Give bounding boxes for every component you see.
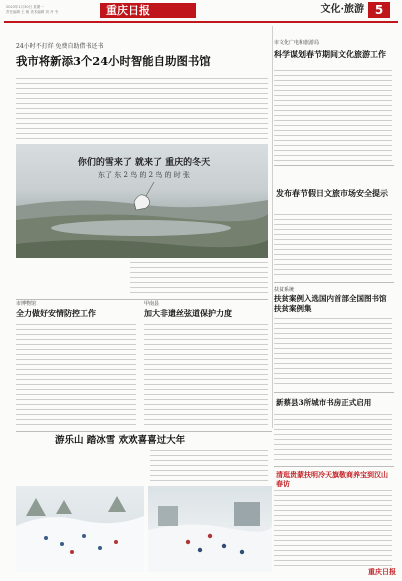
corner-watermark: 重庆日报 (368, 567, 396, 576)
divider (274, 165, 394, 166)
snow-scene-right (148, 486, 272, 572)
poverty-kicker: 扶贫系统 (274, 287, 295, 293)
feature-body-text (150, 450, 268, 482)
heritage-kicker: 甲南县 (144, 301, 160, 307)
lead-body-text (16, 78, 268, 140)
heritage-body-text (144, 324, 268, 428)
books-headline: 新蔡县3所城市书房正式启用 (276, 398, 372, 407)
heritage-headline: 加大非遗丝弦道保护力度 (144, 308, 232, 318)
books-body-text (274, 414, 392, 462)
divider (16, 299, 268, 300)
page-number: 5 (368, 2, 390, 18)
poverty-headline: 扶贫案例入选国内首部全国图书馆扶贫案例集 (274, 294, 387, 313)
heritage-article (144, 301, 270, 318)
right-top-headline: 科学谋划春节期间文化旅游工作 (274, 49, 386, 59)
museum-kicker: 市博物馆 (16, 301, 37, 307)
right-top-article (274, 40, 392, 59)
photo-inset-line: 东了 东 2 鸟 的 2 鸟 的 时 张 (98, 171, 190, 179)
snow-park-photo-right (148, 486, 272, 572)
feature-headline: 游乐山 踏冰雪 欢欢喜喜过大年 (55, 435, 186, 446)
divider (16, 431, 272, 432)
divider (274, 466, 394, 467)
feature-photo-landscape (16, 144, 268, 258)
right-mid-headline: 发布春节假日文旅市场安全提示 (276, 188, 388, 198)
lead-article (16, 43, 274, 69)
divider (274, 392, 394, 393)
right-top-body-text (274, 70, 392, 162)
museum-headline: 全力做好安情防控工作 (16, 308, 96, 318)
photo-caption: 你们的雪来了 就来了 重庆的冬天 (77, 158, 211, 168)
section-title: 文化·旅游 (320, 4, 364, 15)
snow-scene-left (16, 486, 144, 572)
right-bottom-body-text (274, 490, 392, 566)
right-bottom-headline: 清逛贵蒙扶明冷天旗敬商养宝到汉山春访 (276, 470, 388, 488)
masthead-logo-text: 重庆日报 (106, 4, 150, 17)
date-line: 2023年1月30日 星期一 (6, 5, 44, 9)
lead-kicker: 24小时不打烊 免费自助借书还书 (16, 43, 104, 50)
snow-park-photo-left (16, 486, 144, 572)
editor-line: 责任编辑 王 敏 美术编辑 刘 丹 韦 (6, 10, 59, 14)
photo-caption-text (130, 262, 268, 296)
masthead-rule (4, 21, 398, 23)
right-top-kicker: 市文化广电和旅游局 (274, 40, 320, 46)
right-mid-body-text (274, 214, 392, 278)
masthead-logo (100, 3, 196, 18)
poverty-body-text (274, 318, 392, 388)
column-divider (272, 26, 273, 428)
poverty-article (274, 287, 392, 314)
divider (274, 282, 394, 283)
museum-body-text (16, 324, 136, 428)
lead-headline: 我市将新添3个24小时智能自助图书馆 (16, 54, 211, 68)
museum-article (16, 301, 136, 318)
